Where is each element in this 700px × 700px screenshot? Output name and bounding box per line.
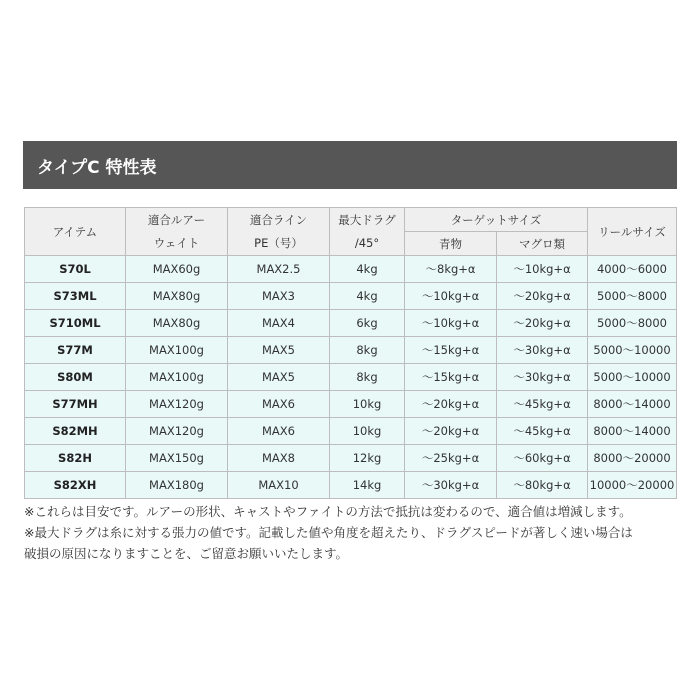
cell-max-drag: 8kg [330,364,405,391]
cell-reel-size: 8000～20000 [588,445,677,472]
note-line-2: ※最大ドラグは糸に対する張力の値です。記載した値や角度を超えたり、ドラグスピードが著しく速い場合は [24,525,633,540]
cell-item: S82XH [25,472,126,499]
table-row [25,337,677,364]
cell-reel-size: 5000～10000 [588,364,677,391]
table-row [25,418,677,445]
cell-line: MAX3 [228,283,330,310]
note-line-3: 破損の原因になりますことを、ご留意お願いいたします。 [24,546,349,561]
cell-line: MAX5 [228,337,330,364]
header-target-aomono: 青物 [405,232,497,256]
cell-reel-size: 5000～10000 [588,337,677,364]
cell-max-drag: 10kg [330,418,405,445]
cell-target-aomono: ～15kg+α [405,364,497,391]
cell-line: MAX10 [228,472,330,499]
cell-target-aomono: ～8kg+α [405,256,497,283]
cell-max-drag: 8kg [330,337,405,364]
cell-item: S70L [25,256,126,283]
title-bar [23,141,677,189]
header-drag-line2: /45° [354,235,380,250]
cell-lure-weight: MAX100g [126,364,228,391]
header-lure-weight-line1: 適合ルアー [147,212,206,227]
table-row [25,283,677,310]
cell-line: MAX6 [228,391,330,418]
cell-target-maguro: ～10kg+α [497,256,588,283]
cell-lure-weight: MAX180g [126,472,228,499]
note-line-1: ※これらは目安です。ルアーの形状、キャストやファイトの方法で抵抗は変わるので、適合値は増減します。 [24,504,632,519]
cell-item: S80M [25,364,126,391]
cell-line: MAX8 [228,445,330,472]
table-row [25,472,677,499]
cell-line: MAX4 [228,310,330,337]
cell-target-aomono: ～20kg+α [405,418,497,445]
cell-item: S710ML [25,310,126,337]
table-row [25,364,677,391]
table-header [25,208,677,256]
cell-target-aomono: ～10kg+α [405,283,497,310]
cell-reel-size: 10000～20000 [588,472,677,499]
cell-target-maguro: ～45kg+α [497,418,588,445]
cell-line: MAX2.5 [228,256,330,283]
table-row [25,256,677,283]
header-line-line2: PE（号） [254,235,303,250]
cell-target-maguro: ～20kg+α [497,310,588,337]
cell-line: MAX6 [228,418,330,445]
cell-item: S77MH [25,391,126,418]
cell-reel-size: 4000～6000 [588,256,677,283]
cell-max-drag: 14kg [330,472,405,499]
cell-target-aomono: ～25kg+α [405,445,497,472]
cell-max-drag: 4kg [330,256,405,283]
cell-max-drag: 12kg [330,445,405,472]
cell-reel-size: 8000～14000 [588,418,677,445]
table-row [25,391,677,418]
cell-lure-weight: MAX60g [126,256,228,283]
cell-target-maguro: ～45kg+α [497,391,588,418]
cell-reel-size: 5000～8000 [588,283,677,310]
cell-lure-weight: MAX100g [126,337,228,364]
cell-lure-weight: MAX120g [126,391,228,418]
header-line [228,208,330,256]
header-lure-weight [126,208,228,256]
cell-lure-weight: MAX80g [126,283,228,310]
cell-target-aomono: ～20kg+α [405,391,497,418]
table-row [25,445,677,472]
header-line-line1: 適合ライン [249,212,308,227]
cell-item: S77M [25,337,126,364]
spec-table [24,207,677,499]
cell-target-maguro: ～80kg+α [497,472,588,499]
header-lure-weight-line2: ウェイト [153,235,200,250]
cell-target-aomono: ～30kg+α [405,472,497,499]
header-target-maguro: マグロ類 [497,232,588,256]
notes [24,501,680,564]
cell-lure-weight: MAX120g [126,418,228,445]
cell-target-maguro: ～30kg+α [497,364,588,391]
header-target-size: ターゲットサイズ [405,208,588,232]
cell-lure-weight: MAX150g [126,445,228,472]
cell-lure-weight: MAX80g [126,310,228,337]
cell-target-maguro: ～30kg+α [497,337,588,364]
header-max-drag [330,208,405,256]
cell-item: S82H [25,445,126,472]
table-row [25,310,677,337]
cell-max-drag: 6kg [330,310,405,337]
cell-target-aomono: ～15kg+α [405,337,497,364]
cell-target-maguro: ～60kg+α [497,445,588,472]
cell-max-drag: 10kg [330,391,405,418]
cell-line: MAX5 [228,364,330,391]
table-body [25,256,677,499]
header-item: アイテム [25,208,126,256]
cell-max-drag: 4kg [330,283,405,310]
cell-reel-size: 5000～8000 [588,310,677,337]
cell-target-maguro: ～20kg+α [497,283,588,310]
header-reel-size: リールサイズ [588,208,677,256]
cell-target-aomono: ～10kg+α [405,310,497,337]
page-title: タイプC 特性表 [37,157,157,178]
header-drag-line1: 最大ドラグ [338,212,396,227]
cell-item: S82MH [25,418,126,445]
cell-reel-size: 8000～14000 [588,391,677,418]
cell-item: S73ML [25,283,126,310]
